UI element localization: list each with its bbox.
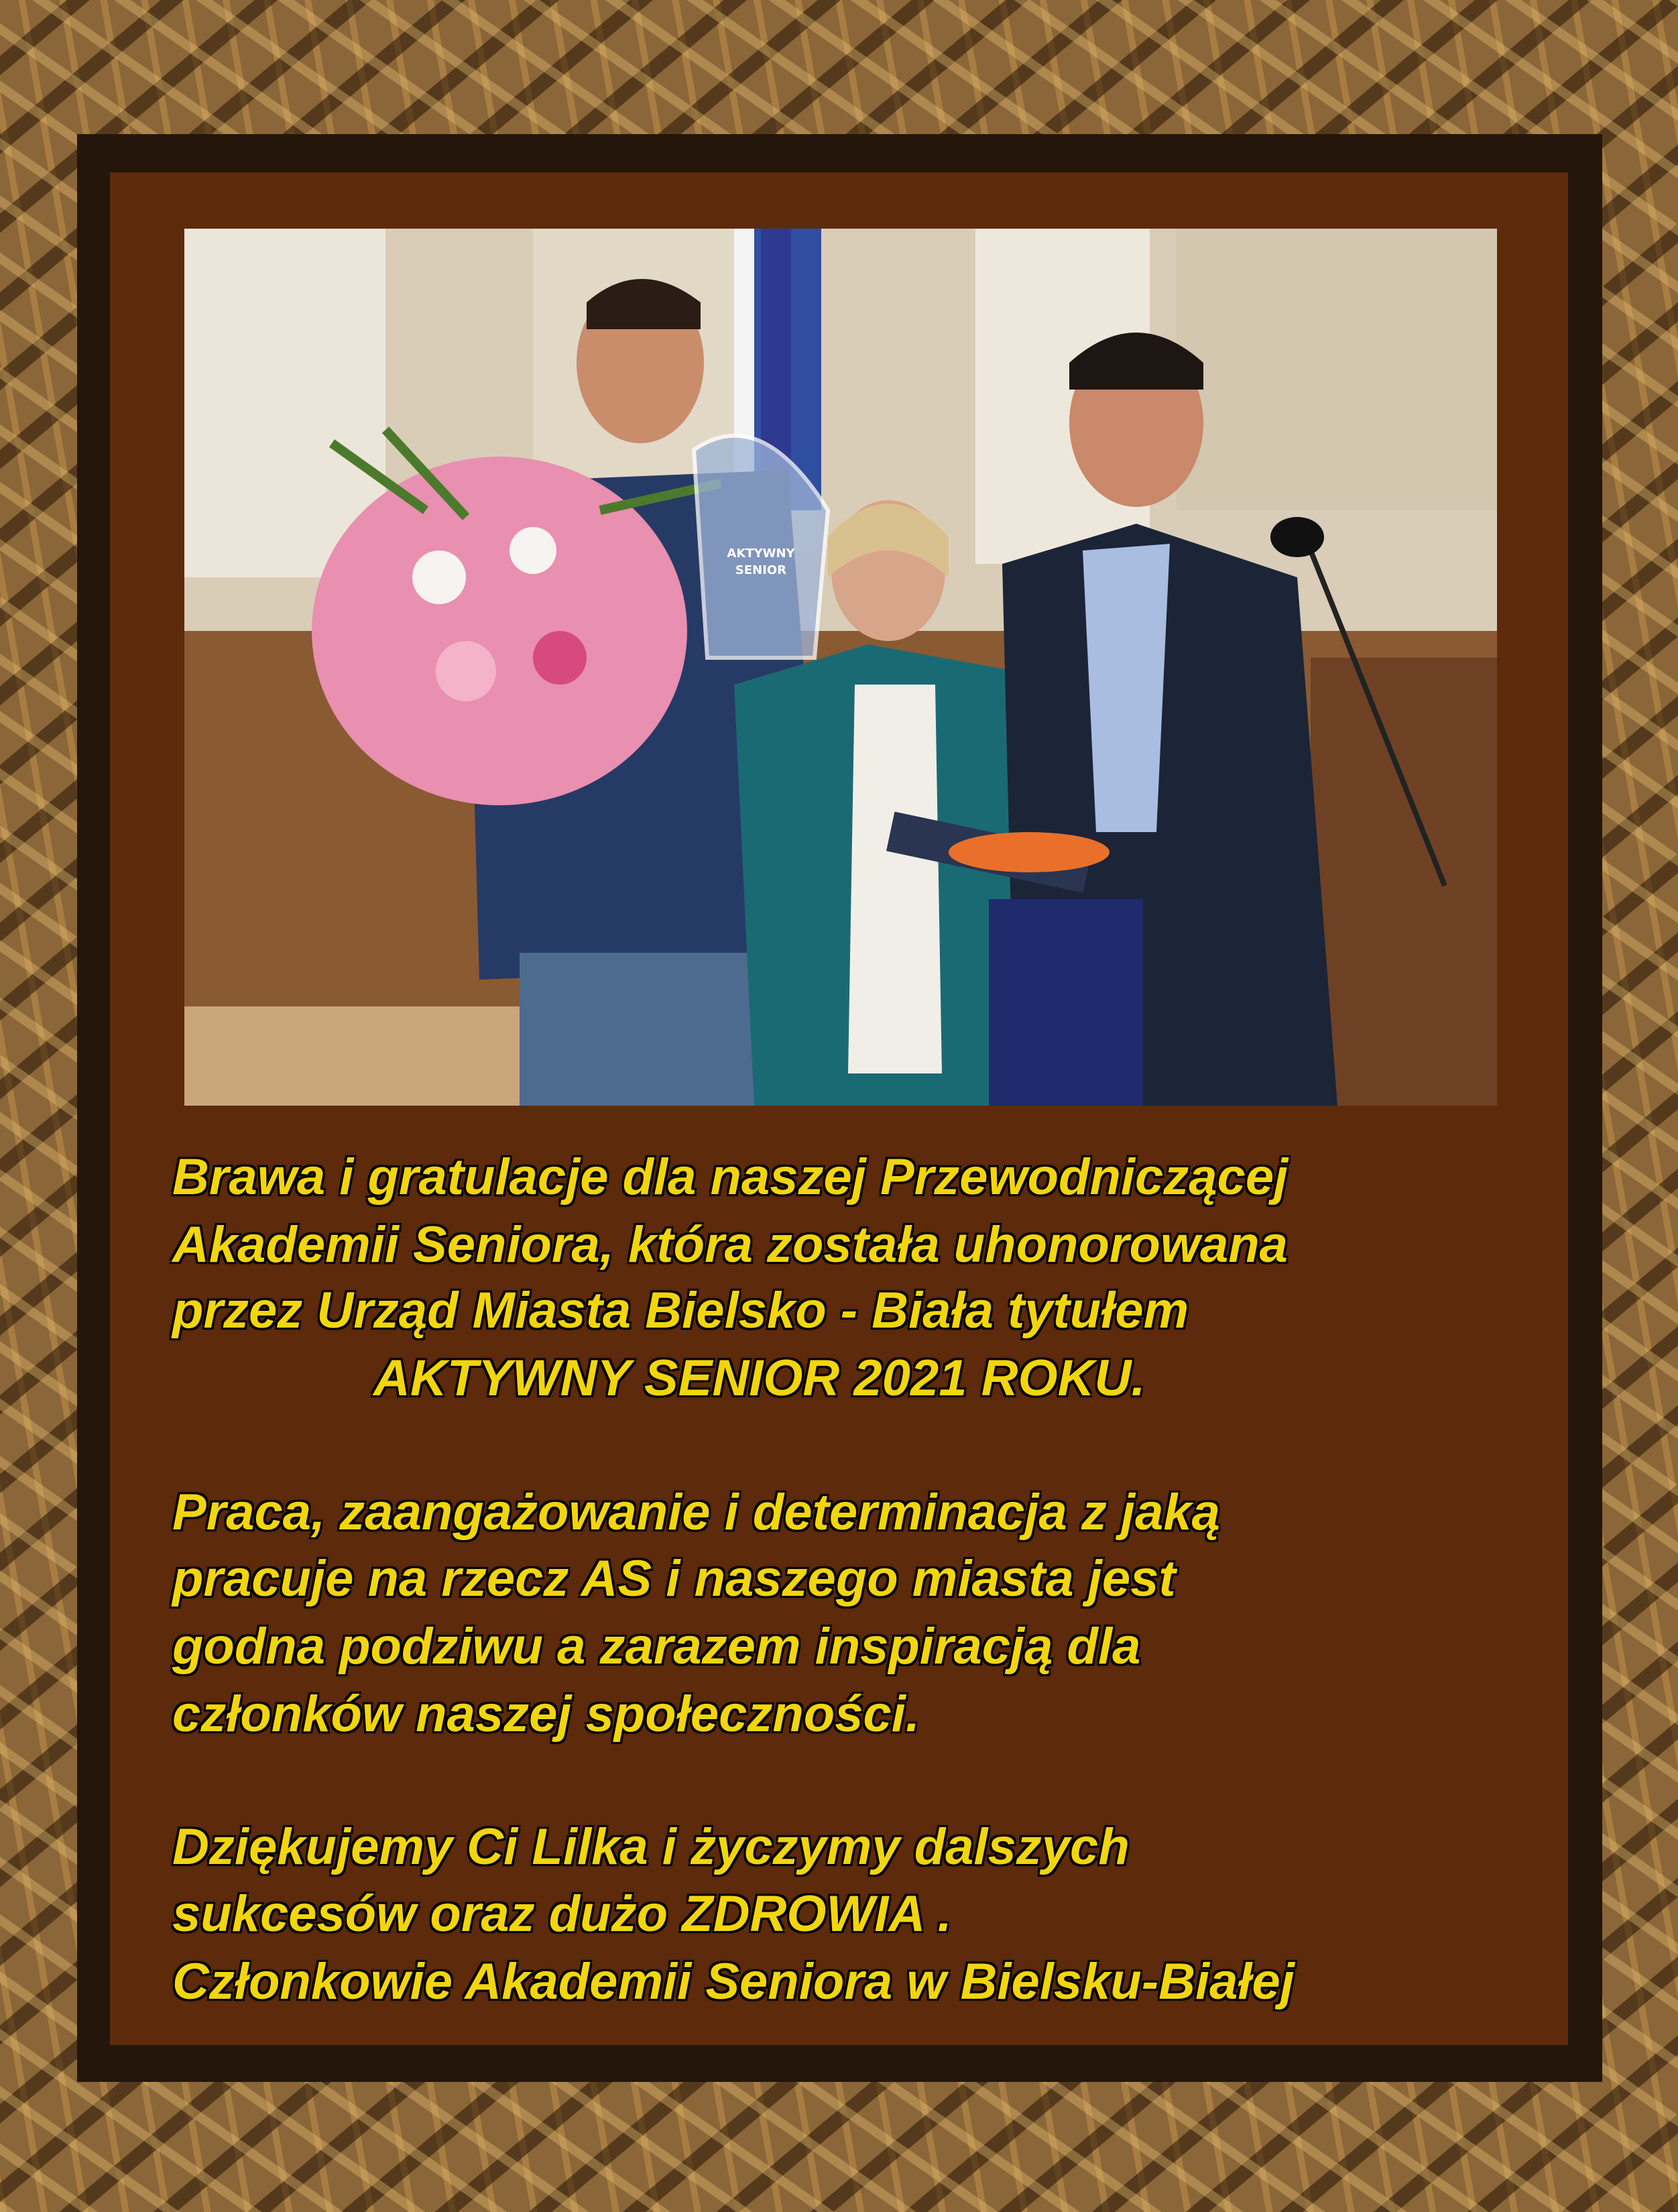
award-title-line: AKTYWNY SENIOR 2021 ROKU. [373, 1350, 1146, 1407]
message-line: członków naszej społeczności. [172, 1686, 920, 1743]
message-line: Praca, zaangażowanie i determinacja z jaką [172, 1484, 1220, 1541]
message-line: Akademii Seniora, która została uhonorowana [172, 1216, 1288, 1273]
message-line: pracuje na rzecz AS i naszego miasta jest [172, 1550, 1176, 1607]
message-line: godna podziwu a zarazem inspiracją dla [172, 1618, 1141, 1675]
message-line: Brawa i gratulacje dla naszej Przewodniczącej [172, 1149, 1289, 1206]
message-line: przez Urząd Miasta Bielsko - Biała tytułem [172, 1282, 1189, 1339]
message-line: sukcesów oraz dużo ZDROWIA . [172, 1885, 952, 1942]
signature-line: Członkowie Akademii Seniora w Bielsku-Białej [172, 1953, 1295, 2010]
trophy-text-line2: SENIOR [735, 563, 787, 577]
award-photo [184, 229, 1497, 1106]
message-line: Dziękujemy Ci Lilka i życzymy dalszych [172, 1818, 1130, 1875]
trophy-text-line1: AKTYWNY [727, 546, 795, 561]
